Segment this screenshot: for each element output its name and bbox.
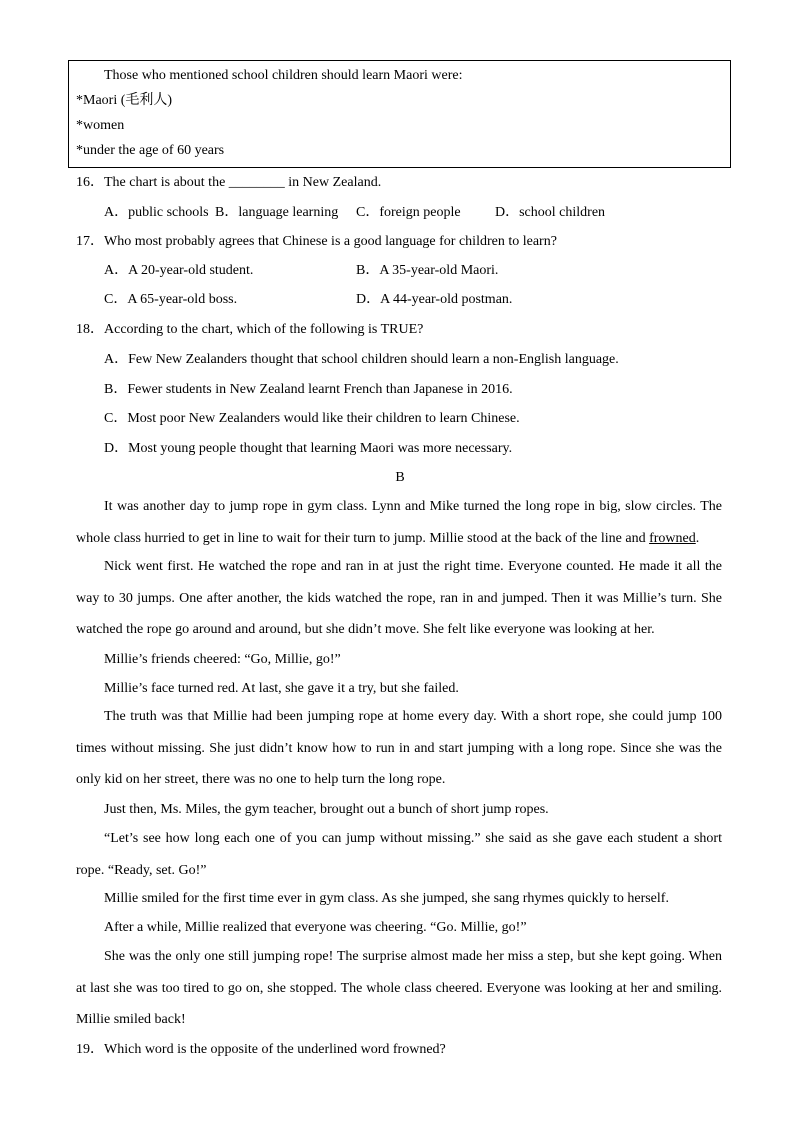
question-19-stem: 19．Which word is the opposite of the underlined word frowned? (76, 1042, 446, 1057)
box-item-women: *women (76, 118, 125, 133)
question-18-stem: 18．According to the chart, which of the following is TRUE? (76, 322, 424, 337)
question-16-stem: 16．The chart is about the ________ in New Zealand. (76, 175, 382, 190)
q17-option-d[interactable]: D．A 44-year-old postman. (356, 292, 513, 307)
underlined-word-frowned: frowned (649, 530, 696, 546)
passage-paragraph-1: It was another day to jump rope in gym class. Lynn and Mike turned the long rope in big, slow circles. The whole class hurried to get in line to wait for their turn to jump. Millie stood at the back of the line and frowned. (76, 499, 722, 546)
q17-option-c[interactable]: C．A 65-year-old boss. (104, 292, 238, 307)
q16-option-d[interactable]: D．school children (495, 205, 606, 220)
passage-paragraph-6: Just then, Ms. Miles, the gym teacher, brought out a bunch of short jump ropes. (104, 802, 549, 817)
passage-paragraph-3: Millie’s friends cheered: “Go, Millie, go!” (104, 652, 341, 667)
passage-paragraph-10: She was the only one still jumping rope! The surprise almost made her miss a step, but she kept going. When at last she was too tired to go on, she stopped. The whole class cheered. Everyone was looking at her and smiling. Millie smiled back! (76, 949, 722, 1027)
box-intro: Those who mentioned school children should learn Maori were: (104, 68, 463, 83)
q16-option-b[interactable]: B．language learning (215, 205, 339, 220)
passage-paragraph-7: “Let’s see how long each one of you can jump without missing.” she said as she gave each student a short rope. “Ready, set. Go!” (76, 831, 722, 878)
q17-option-a[interactable]: A．A 20-year-old student. (104, 263, 254, 278)
box-item-age: *under the age of 60 years (76, 143, 225, 158)
section-b-heading: B (395, 470, 405, 485)
box-item-maori: *Maori (毛利人) (76, 93, 173, 108)
passage-paragraph-5: The truth was that Millie had been jumping rope at home every day. With a short rope, she could jump 100 times without missing. She just didn’t know how to run in and start jumping with a long rope. Since she was the only kid on her street, there was no one to help turn the long rope. (76, 709, 722, 787)
q17-option-b[interactable]: B．A 35-year-old Maori. (356, 263, 499, 278)
passage-paragraph-2: Nick went first. He watched the rope and ran in at just the right time. Everyone counted. He made it all the way to 30 jumps. One after another, the kids watched the rope, ran in and jumped. Then it was Millie’s turn. She watched the rope go around and around, but she didn’t move. She felt like everyone was looking at her. (76, 559, 722, 637)
q18-option-a[interactable]: A．Few New Zealanders thought that school children should learn a non-English language. (104, 352, 619, 367)
question-17-stem: 17．Who most probably agrees that Chinese is a good language for children to learn? (76, 234, 557, 249)
q16-option-a[interactable]: A．public schools (104, 205, 209, 220)
q18-option-c[interactable]: C．Most poor New Zealanders would like their children to learn Chinese. (104, 411, 520, 426)
q18-option-d[interactable]: D．Most young people thought that learning Maori was more necessary. (104, 441, 513, 456)
passage-paragraph-9: After a while, Millie realized that everyone was cheering. “Go. Millie, go!” (104, 920, 527, 935)
passage-paragraph-8: Millie smiled for the first time ever in gym class. As she jumped, she sang rhymes quickly to herself. (104, 891, 669, 906)
q16-option-c[interactable]: C．foreign people (356, 205, 461, 220)
passage-paragraph-4: Millie’s face turned red. At last, she gave it a try, but she failed. (104, 681, 459, 696)
q18-option-b[interactable]: B．Fewer students in New Zealand learnt French than Japanese in 2016. (104, 382, 513, 397)
